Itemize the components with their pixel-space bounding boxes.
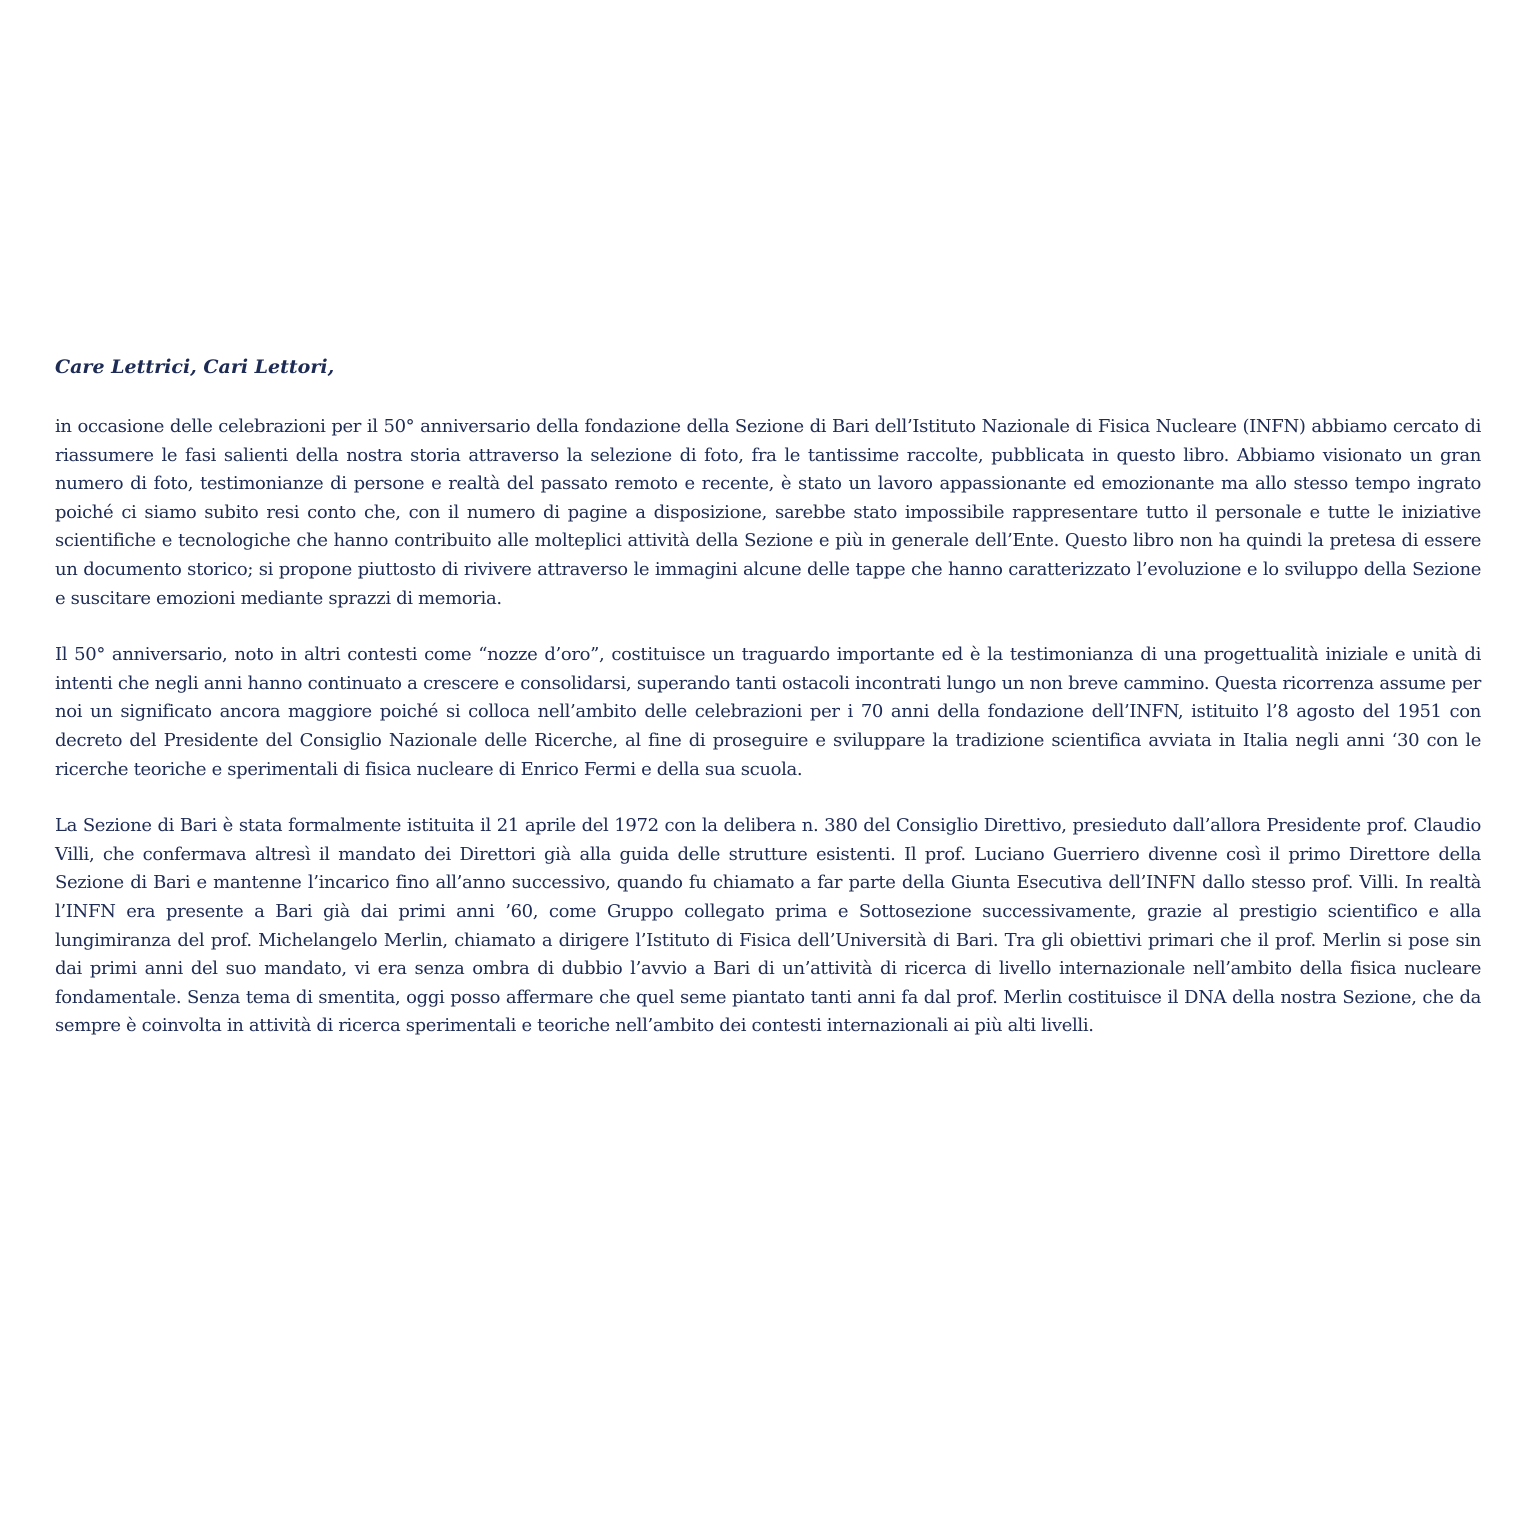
salutation: Care Lettrici, Cari Lettori,: [55, 356, 335, 378]
letter-body: [55, 353, 1481, 1041]
paragraph-history: La Sezione di Bari è stata formalmente istituita il 21 aprile del 1972 con la delibera n. 380 del Consiglio Direttivo, presieduto dall’allora Presidente prof. Claudio Villi, che confermava altresì il mandato dei Direttori già alla guida delle strutture esistenti. Il prof. Luciano Guerriero divenne così il primo Direttore della Sezione di Bari e mantenne l’incarico fino all’anno successivo, quando fu chiamato a far parte della Giunta Esecutiva dell’INFN dallo stesso prof. Villi. In realtà l’INFN era presente a Bari già dai primi anni ’60, come Gruppo collegato prima e Sottosezione successivamente, grazie al prestigio scientifico e alla lungimiranza del prof. Michelangelo Merlin, chiamato a dirigere l’Istituto di Fisica dell’Università di Bari. Tra gli obiettivi primari che il prof. Merlin si pose sin dai primi anni del suo mandato, vi era senza ombra di dubbio l’avvio a Bari di un’attività di ricerca di livello internazionale nell’ambito della fisica nucleare fondamentale. Senza tema di smentita, oggi posso affermare che quel seme piantato tanti anni fa dal prof. Merlin costituisce il DNA della nostra Sezione, che da sempre è coinvolta in attività di ricerca sperimentali e teoriche nell’ambito dei contesti internazionali ai più alti livelli.: [55, 815, 1481, 1037]
paragraph-intro: in occasione delle celebrazioni per il 50° anniversario della fondazione della Sezione di Bari dell’Istituto Nazionale di Fisica Nucleare (INFN) abbiamo cercato di riassumere le fasi salienti della nostra storia attraverso la selezione di foto, fra le tantissime raccolte, pubblicata in questo libro. Abbiamo visionato un gran numero di foto, testimonianze di persone e realtà del passato remoto e recente, è stato un lavoro appassionante ed emozionante ma allo stesso tempo ingrato poiché ci siamo subito resi conto che, con il numero di pagine a disposizione, sarebbe stato impossibile rappresentare tutto il personale e tutte le iniziative scientifiche e tecnologiche che hanno contribuito alle molteplici attività della Sezione e più in generale dell’Ente. Questo libro non ha quindi la pretesa di essere un documento storico; si propone piuttosto di rivivere attraverso le immagini alcune delle tappe che hanno caratterizzato l’evoluzione e lo sviluppo della Sezione e suscitare emozioni mediante sprazzi di memoria.: [55, 416, 1481, 609]
paragraph-anniversary: Il 50° anniversario, noto in altri contesti come “nozze d’oro”, costituisce un traguardo importante ed è la testimonianza di una progettualità iniziale e unità di intenti che negli anni hanno continuato a crescere e consolidarsi, superando tanti ostacoli incontrati lungo un non breve cammino. Questa ricorrenza assume per noi un significato ancora maggiore poiché si colloca nell’ambito delle celebrazioni per i 70 anni della fondazione dell’INFN, istituito l’8 agosto del 1951 con decreto del Presidente del Consiglio Nazionale delle Ricerche, al fine di proseguire e sviluppare la tradizione scientifica avviata in Italia negli anni ‘30 con le ricerche teoriche e sperimentali di fisica nucleare di Enrico Fermi e della sua scuola.: [55, 644, 1481, 780]
